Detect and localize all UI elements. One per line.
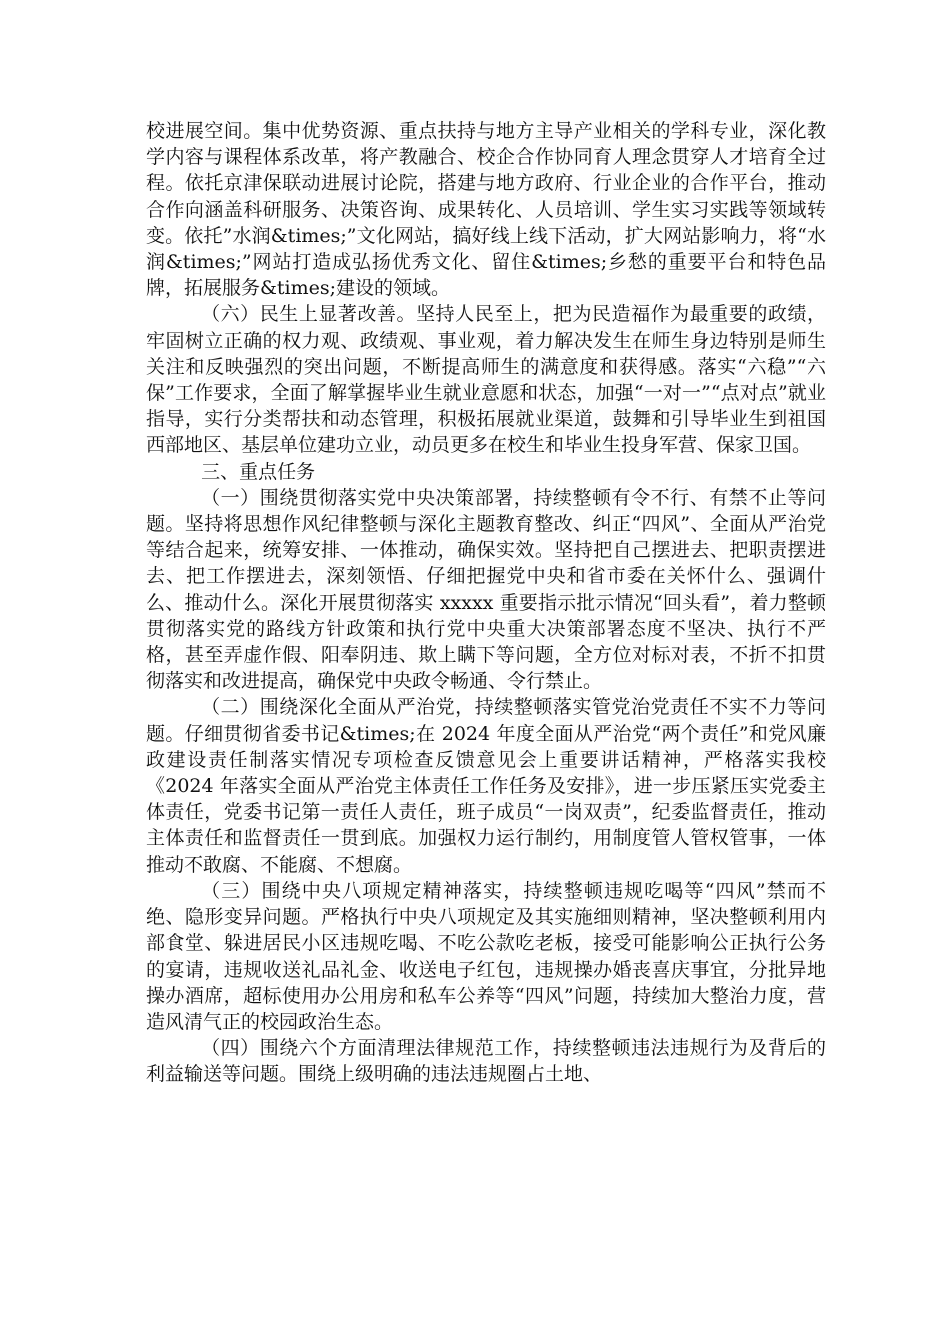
paragraph-task-1: （一）围绕贯彻落实党中央决策部署，持续整顿有令不行、有禁不止等问题。坚持将思想作风纪律整顿与深化主题教育整改、纠正“四风”、全面从严治党等结合起来，统筹安排、一体推动，确保实效。坚持把自己摆进去、把职责摆进去、把工作摆进去，深刻领悟、仔细把握党中央和省市委在关怀什么、强调什么、推动什么。深化开展贯彻落实 xxxxx 重要指示批示情况“回头看”，着力整顿贯彻落实党的路线方针政策和执行党中央重大决策部署态度不坚决、执行不严格，甚至弄虚作假、阳奉阴违、欺上瞒下等问题，全方位对标对表，不折不扣贯彻落实和改进提高，确保党中央政令畅通、令行禁止。 — [146, 486, 826, 693]
paragraph-task-2: （二）围绕深化全面从严治党，持续整顿落实管党治党责任不实不力等问题。仔细贯彻省委书记&times;在 2024 年度全面从严治党“两个责任”和党风廉政建设责任制落实情况专项检查反馈意见会上重要讲话精神，严格落实我校《2024 年落实全面从严治党主体责任工作任务及安排》，进一步压紧压实党委主体责任，党委书记第一责任人责任，班子成员“一岗双责”，纪委监督责任，推动主体责任和监督责任一贯到底。加强权力运行制约，用制度管人管权管事，一体推动不敢腐、不能腐、不想腐。 — [146, 696, 826, 876]
document-body — [146, 118, 826, 1088]
paragraph-livelihood: （六）民生上显著改善。坚持人民至上，把为民造福作为最重要的政绩，牢固树立正确的权力观、政绩观、事业观，着力解决发生在师生身边特别是师生关注和反映强烈的突出问题，不断提高师生的满意度和获得感。落实“六稳”“六保”工作要求，全面了解掌握毕业生就业意愿和状态，加强“一对一”“点对点”就业指导，实行分类帮扶和动态管理，积极拓展就业渠道，鼓舞和引导毕业生到祖国西部地区、基层单位建功立业，动员更多在校生和毕业生投身军营、保家卫国。 — [146, 303, 826, 457]
paragraph-task-3: （三）围绕中央八项规定精神落实，持续整顿违规吃喝等“四风”禁而不绝、隐形变异问题。严格执行中央八项规定及其实施细则精神，坚决整顿利用内部食堂、躲进居民小区违规吃喝、不吃公款吃老板，接受可能影响公正执行公务的宴请，违规收送礼品礼金、收送电子红包，违规操办婚丧喜庆事宜，分批异地操办酒席，超标使用办公用房和私车公养等“四风”问题，持续加大整治力度，营造风清气正的校园政治生态。 — [146, 879, 826, 1033]
paragraph-task-4: （四）围绕六个方面清理法律规范工作，持续整顿违法违规行为及背后的利益输送等问题。围绕上级明确的违法违规圈占土地、 — [146, 1037, 826, 1086]
section-heading-key-tasks: 三、重点任务 — [201, 460, 316, 483]
paragraph-continuation: 校进展空间。集中优势资源、重点扶持与地方主导产业相关的学科专业，深化教学内容与课程体系改革，将产教融合、校企合作协同育人理念贯穿人才培育全过程。依托京津保联动进展讨论院，搭建与地方政府、行业企业的合作平台，推动合作向涵盖科研服务、决策咨询、成果转化、人员培训、学生实习实践等领域转变。依托”水润&times;”文化网站，搞好线上线下活动，扩大网站影响力，将“水润&times;”网站打造成弘扬优秀文化、留住&times;乡愁的重要平台和特色品牌，拓展服务&times;建设的领域。 — [146, 120, 826, 300]
